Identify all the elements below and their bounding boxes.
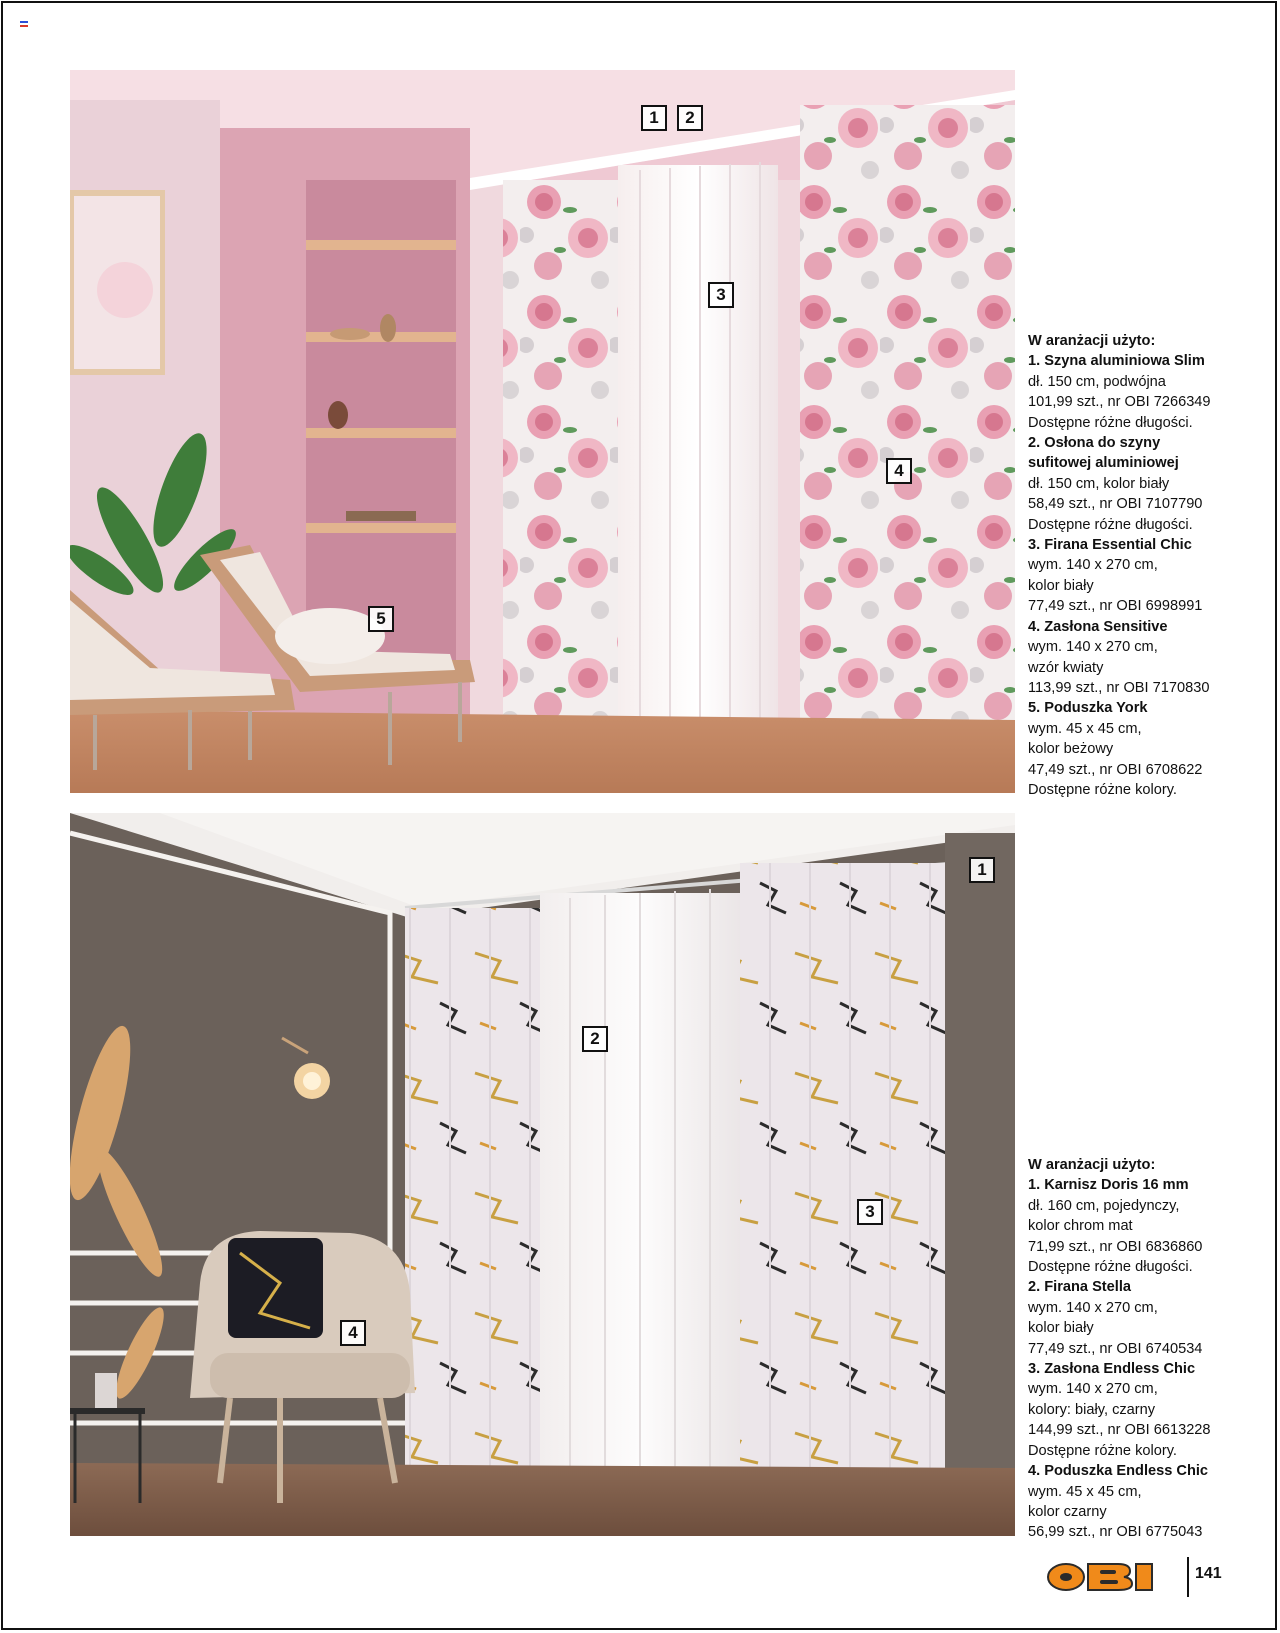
product-name: 2. Osłona do szyny — [1028, 435, 1161, 452]
product-detail: wym. 140 x 270 cm, — [1028, 1381, 1158, 1398]
product-detail: wym. 140 x 270 cm, — [1028, 557, 1158, 574]
product-detail: wym. 45 x 45 cm, — [1028, 1483, 1142, 1500]
product-detail: 113,99 szt., nr OBI 7170830 — [1028, 679, 1210, 696]
product-detail: kolory: biały, czarny — [1028, 1401, 1156, 1418]
product-detail: 144,99 szt., nr OBI 6613228 — [1028, 1422, 1211, 1439]
product-detail: kolor biały — [1028, 577, 1094, 594]
product-detail: dł. 160 cm, pojedynczy, — [1028, 1197, 1180, 1214]
product-detail: 71,99 szt., nr OBI 6836860 — [1028, 1238, 1203, 1255]
room-photo-taupe — [70, 813, 1015, 1536]
product-name: 1. Szyna aluminiowa Slim — [1028, 353, 1205, 370]
product-detail: kolor chrom mat — [1028, 1218, 1133, 1235]
marker-2-sheer: 2 — [582, 1026, 608, 1052]
marker-3-sheer: 3 — [708, 282, 734, 308]
marker-4-pillow: 4 — [340, 1320, 366, 1346]
marker-3-curtain: 3 — [857, 1199, 883, 1225]
product-name: 4. Poduszka Endless Chic — [1028, 1463, 1209, 1480]
product-name: 2. Firana Stella — [1028, 1279, 1132, 1296]
page-number: 141 — [1195, 1565, 1222, 1582]
marker-2-rail-cover: 2 — [677, 105, 703, 131]
marker-1-rod: 1 — [969, 857, 995, 883]
product-detail: kolor czarny — [1028, 1503, 1107, 1520]
footer-divider — [1187, 1557, 1189, 1597]
product-list-section-1 — [1028, 331, 1268, 800]
product-detail: Dostępne różne długości. — [1028, 414, 1193, 431]
product-name: 4. Zasłona Sensitive — [1028, 618, 1168, 635]
product-detail: kolor beżowy — [1028, 741, 1114, 758]
product-detail: wym. 140 x 270 cm, — [1028, 1299, 1158, 1316]
marker-1-rail: 1 — [641, 105, 667, 131]
product-detail: Dostępne różne długości. — [1028, 1259, 1193, 1276]
marker-4-curtain: 4 — [886, 458, 912, 484]
product-detail: 58,49 szt., nr OBI 7107790 — [1028, 496, 1203, 513]
obi-logo — [1046, 1562, 1156, 1592]
product-detail: wym. 45 x 45 cm, — [1028, 720, 1142, 737]
product-detail: 77,49 szt., nr OBI 6998991 — [1028, 598, 1203, 615]
language-flag-icon[interactable] — [20, 21, 28, 27]
product-detail: dł. 150 cm, kolor biały — [1028, 475, 1170, 492]
product-name: 5. Poduszka York — [1028, 700, 1148, 717]
product-detail: 47,49 szt., nr OBI 6708622 — [1028, 761, 1203, 778]
product-name: 3. Firana Essential Chic — [1028, 537, 1192, 554]
section-heading: W aranżacji użyto: — [1028, 1157, 1156, 1173]
product-detail: wym. 140 x 270 cm, — [1028, 639, 1158, 656]
product-name: sufitowej aluminiowej — [1028, 455, 1179, 472]
room-photo-pink — [70, 70, 1015, 793]
product-detail: wzór kwiaty — [1028, 659, 1104, 676]
product-name: 3. Zasłona Endless Chic — [1028, 1361, 1196, 1378]
product-detail: 101,99 szt., nr OBI 7266349 — [1028, 394, 1211, 411]
marker-5-pillow: 5 — [368, 606, 394, 632]
product-list-section-2 — [1028, 1155, 1268, 1543]
product-detail: Dostępne różne długości. — [1028, 516, 1193, 533]
product-detail: Dostępne różne kolory. — [1028, 781, 1177, 798]
product-detail: kolor biały — [1028, 1320, 1094, 1337]
product-detail: dł. 150 cm, podwójna — [1028, 373, 1166, 390]
product-detail: Dostępne różne kolory. — [1028, 1442, 1177, 1459]
section-heading: W aranżacji użyto: — [1028, 333, 1156, 349]
product-name: 1. Karnisz Doris 16 mm — [1028, 1177, 1189, 1194]
product-detail: 77,49 szt., nr OBI 6740534 — [1028, 1340, 1203, 1357]
product-detail: 56,99 szt., nr OBI 6775043 — [1028, 1524, 1203, 1541]
